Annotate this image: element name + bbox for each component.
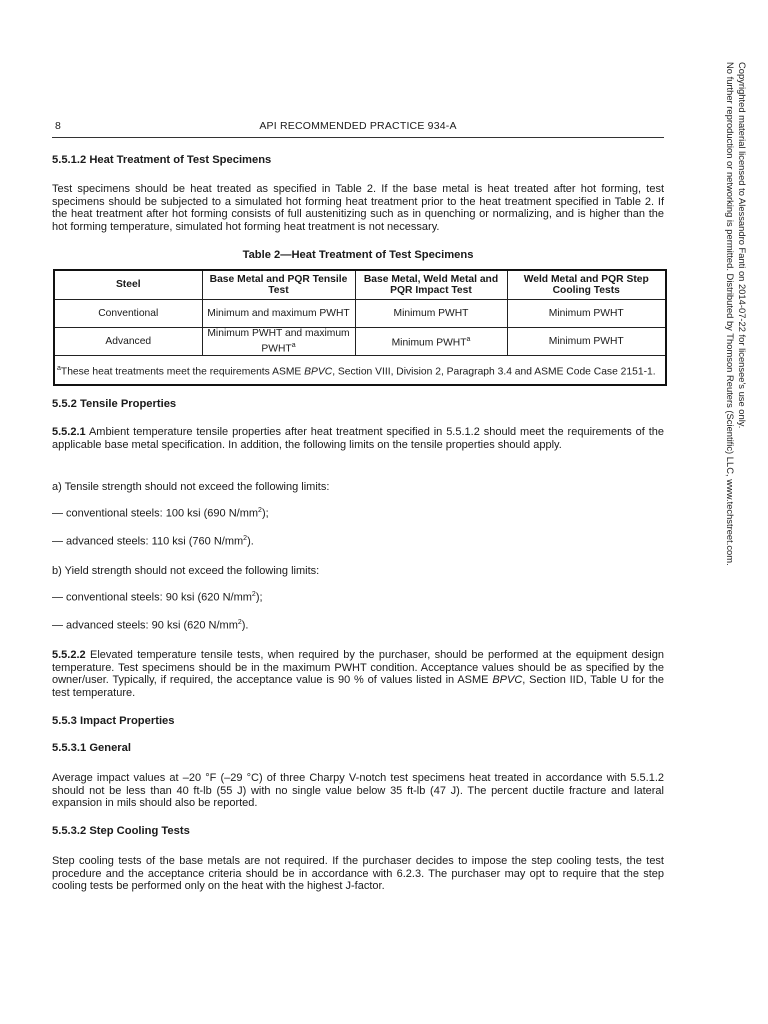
copyright-line-2: No further reproduction or networking is permitted. Distributed by Thomson Reuters (Scientific) LLC, www.techstreet.com. [725,62,736,566]
heat-treatment-table [53,269,667,386]
paragraph-5521 [52,426,664,451]
cell-text: Minimum PWHT [391,337,467,349]
footnote-text-italic: BPVC [304,365,333,377]
list-item-a1 [52,507,269,520]
footnote-ref: a [291,341,296,349]
paragraph-5522 [52,649,664,699]
table-cell [202,328,355,356]
item-text: — advanced steels: 90 ksi (620 N/mm [52,619,238,632]
heading-5532: 5.5.3.2 Step Cooling Tests [52,825,190,837]
table-footnote [54,356,666,386]
superscript: 2 [243,535,248,542]
item-text: — conventional steels: 90 ksi (620 N/mm [52,591,252,604]
page-header [52,118,664,138]
item-text: — conventional steels: 100 ksi (690 N/mm [52,507,259,520]
paragraph-5531: Average impact values at –20 °F (–29 °C) of three Charpy V-notch test specimens heat treated in accordance with 5.5.1.2 should not be less than 40 ft-lb (55 J) with no single value below 35 ft-lb (47 J). The percent ductile fracture and lateral expansion in mils should also be reported. [52,772,664,810]
clause-text-end: , Section IID, Table U for the test temperature. [52,674,664,699]
running-title: API RECOMMENDED PRACTICE 934-A [259,120,457,132]
table-cell: Conventional [54,300,202,328]
item-end: ). [247,535,254,548]
table-cell: Minimum PWHT [507,300,666,328]
table-cell: Advanced [54,328,202,356]
list-item-b: b) Yield strength should not exceed the following limits: [52,565,320,577]
list-item-b1 [52,591,263,604]
paragraph-5512: Test specimens should be heat treated as specified in Table 2. If the base metal is heat treated after hot forming, test specimens should be subjected to a simulated hot forming heat treatment prior to the heat treatment specified in Table 2. If the heat treatment after hot forming consists of full austenitizing such as in quenching or normalizing, and is higher than the hot forming temperature, simulated hot forming heat treatment is not necessary. [52,183,664,233]
clause-text: Ambient temperature tensile properties after heat treatment specified in 5.5.1.2 should meet the requirements of the applicable base metal specification. In addition, the following limits on the tensile properties should apply. [52,426,664,451]
item-end: ); [261,507,269,520]
col-header-step-cooling: Weld Metal and PQR Step Cooling Tests [507,270,666,300]
footnote-ref: a [466,336,471,344]
list-item-b2 [52,619,249,632]
list-item-a: a) Tensile strength should not exceed the following limits: [52,481,330,493]
table-header-row [54,270,666,300]
heading-5531: 5.5.3.1 General [52,742,131,754]
table-cell: Minimum and maximum PWHT [202,300,355,328]
table-cell: Minimum PWHT [355,300,507,328]
copyright-sidebar [718,62,748,582]
table-cell: Minimum PWHT [507,328,666,356]
cell-text: Minimum PWHT and maximum PWHT [207,328,350,355]
clause-number: 5.5.2.1 [52,426,86,438]
col-header-impact: Base Metal, Weld Metal and PQR Impact Test [355,270,507,300]
superscript: 2 [237,619,242,626]
col-header-steel: Steel [54,270,202,300]
table-footnote-row [54,356,666,386]
clause-number: 5.5.2.2 [52,649,86,661]
heading-552: 5.5.2 Tensile Properties [52,398,177,410]
footnote-marker: a [57,364,61,372]
table-caption: Table 2—Heat Treatment of Test Specimens [242,249,474,261]
heading-5512: 5.5.1.2 Heat Treatment of Test Specimens [52,154,272,166]
clause-text: Elevated temperature tensile tests, when required by the purchaser, should be performed at the equipment design temperature. Test specimens should be in the maximum PWHT condition. Acceptance values should be as specified by the owner/user. Typically, if required, the acceptance value is 90 % of values listed in ASME [52,649,664,687]
footnote-text-post: , Section VIII, Division 2, Paragraph 3.4 and ASME Code Case 2151-1. [332,365,656,377]
table-cell [355,328,507,356]
item-end: ); [255,591,263,604]
superscript: 2 [258,507,262,514]
heading-553: 5.5.3 Impact Properties [52,715,175,727]
item-end: ). [241,619,249,632]
clause-italic: BPVC [492,674,523,687]
item-text: — advanced steels: 110 ksi (760 N/mm [52,535,244,548]
paragraph-5532: Step cooling tests of the base metals are not required. If the purchaser decides to impose the step cooling tests, the test procedure and the acceptance criteria should be in accordance with 6.2.3. The purchaser may opt to require that the step cooling tests be performed only on the heat with the highest J-factor. [52,855,664,893]
page-number: 8 [55,120,61,132]
table-row [54,328,666,356]
superscript: 2 [251,591,256,598]
footnote-text-pre: These heat treatments meet the requirements ASME [60,365,305,377]
col-header-tensile: Base Metal and PQR Tensile Test [202,270,355,300]
copyright-line-1: Copyrighted material licensed to Alessandro Fanti on 2014-07-22 for licensee's use only. [737,62,748,429]
list-item-a2 [52,535,254,548]
table-row [54,300,666,328]
